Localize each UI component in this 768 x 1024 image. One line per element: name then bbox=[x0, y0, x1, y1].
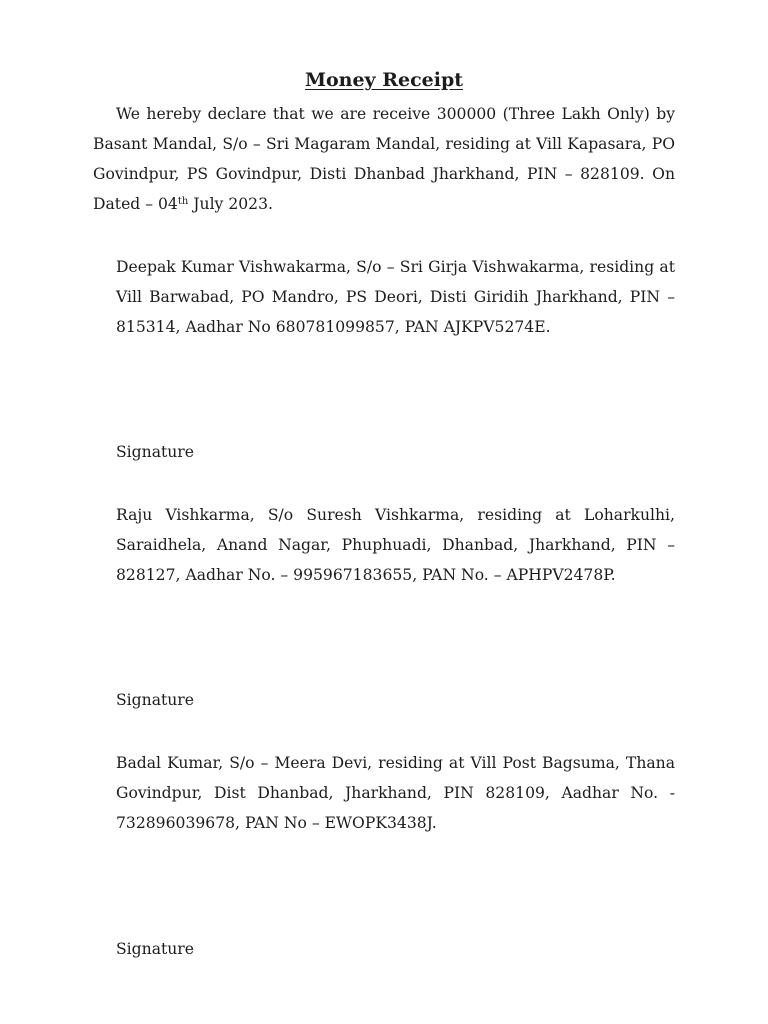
signature-label-1: Signature bbox=[116, 443, 194, 461]
signature-label-3: Signature bbox=[116, 940, 194, 958]
party-details-1: Deepak Kumar Vishwakarma, S/o – Sri Girja Vishwakarma, residing at Vill Barwabad, PO Mandro, PS Deori, Disti Giridih Jharkhand, PIN – 815314, Aadhar No 680781099857, PAN AJKPV5274E. bbox=[116, 258, 675, 336]
date-ordinal-suffix: th bbox=[177, 196, 189, 207]
signature-label-2: Signature bbox=[116, 691, 194, 709]
declaration-text: We hereby declare that we are receive 300000 (Three Lakh Only) by Basant Mandal, S/o – Sri Magaram Mandal, residing at Vill Kapasara, PO Govindpur, PS Govindpur, Disti Dhanbad Jharkhand, PIN – 828109. On Dated – 04 bbox=[93, 105, 675, 213]
receipt-declaration bbox=[93, 99, 675, 219]
page-title: Money Receipt bbox=[304, 69, 464, 91]
party-details-2: Raju Vishkarma, S/o Suresh Vishkarma, residing at Loharkulhi, Saraidhela, Anand Nagar, Phuphuadi, Dhanbad, Jharkhand, PIN – 828127, Aadhar No. – 995967183655, PAN No. – APHPV2478P. bbox=[116, 506, 675, 584]
party-details-3: Badal Kumar, S/o – Meera Devi, residing at Vill Post Bagsuma, Thana Govindpur, Dist Dhanbad, Jharkhand, PIN 828109, Aadhar No. - 732896039678, PAN No – EWOPK3438J. bbox=[116, 754, 675, 832]
declaration-date-text: July 2023. bbox=[188, 195, 273, 213]
